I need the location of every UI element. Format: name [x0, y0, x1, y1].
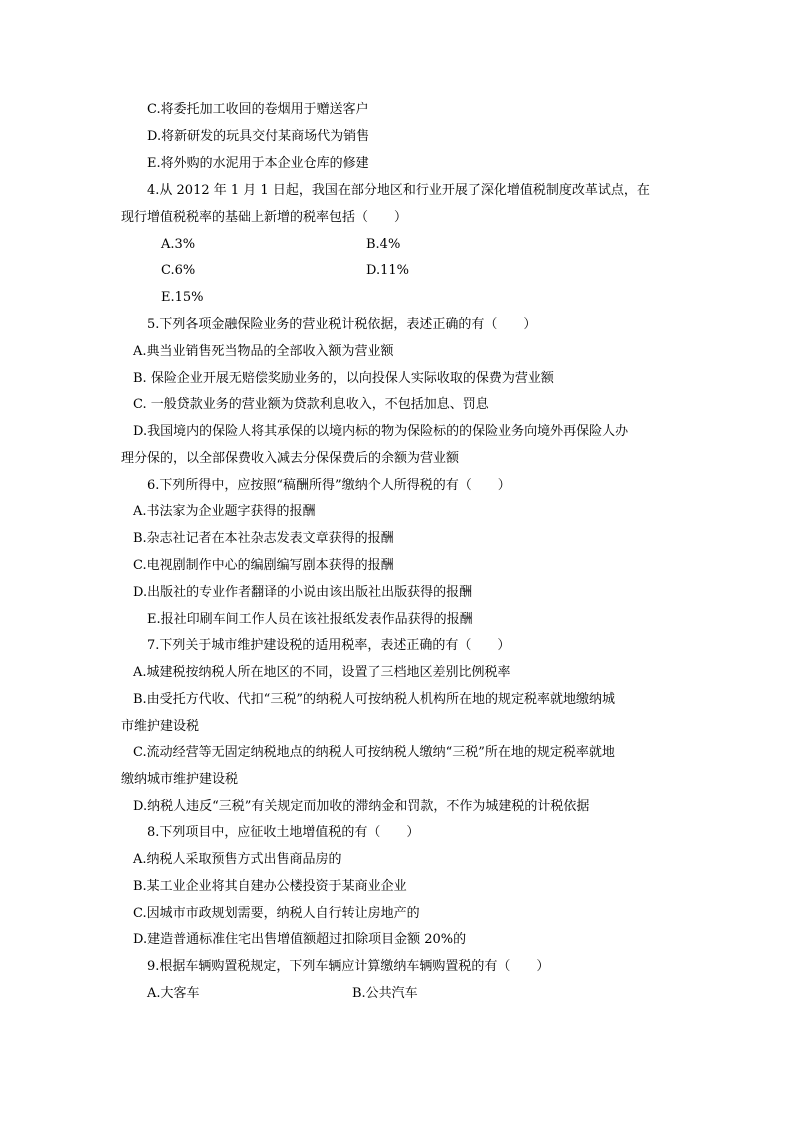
option-5c: C. 一般贷款业务的营业额为贷款利息收入，不包括加息、罚息: [133, 397, 489, 412]
option-7b-cont: 市维护建设税: [121, 719, 200, 734]
option-8a: A.纳税人采取预售方式出售商品房的: [133, 852, 342, 867]
option-9b: B.公共汽车: [352, 986, 418, 1001]
question-8: 8.下列项目中，应征收土地增值税的有（ ）: [147, 825, 420, 840]
option-5a: A.典当业销售死当物品的全部收入额为营业额: [133, 344, 394, 359]
question-6: 6.下列所得中，应按照“稿酬所得”缴纳个人所得税的有（ ）: [147, 478, 511, 493]
option-6a: A.书法家为企业题字获得的报酬: [133, 504, 316, 519]
option-8c: C.因城市市政规划需要，纳税人自行转让房地产的: [133, 906, 420, 921]
question-4: 4.从 2012 年 1 月 1 日起，我国在部分地区和行业开展了深化增值税制度改革试点，在: [147, 183, 650, 198]
option-8b: B.某工业企业将其自建办公楼投资于某商业企业: [133, 879, 407, 894]
option-3e: E.将外购的水泥用于本企业仓库的修建: [147, 156, 369, 171]
option-4e: E.15%: [161, 290, 204, 305]
question-5: 5.下列各项金融保险业务的营业税计税依据，表述正确的有（ ）: [147, 317, 537, 332]
option-7d: D.纳税人违反“三税”有关规定而加收的滞纳金和罚款，不作为城建税的计税依据: [133, 799, 590, 814]
option-6c: C.电视剧制作中心的编剧编写剧本获得的报酬: [133, 558, 394, 573]
option-3d: D.将新研发的玩具交付某商场代为销售: [147, 129, 370, 144]
option-7a: A.城建税按纳税人所在地区的不同，设置了三档地区差别比例税率: [133, 665, 511, 680]
option-4d: D.11%: [366, 263, 409, 278]
option-7c-cont: 缴纳城市维护建设税: [121, 772, 239, 787]
option-4a: A.3%: [161, 237, 196, 252]
option-9a: A.大客车: [147, 986, 200, 1001]
option-5d-cont: 理分保的，以全部保费收入减去分保保费后的余额为营业额: [121, 451, 460, 466]
option-4c: C.6%: [161, 263, 196, 278]
option-3c: C.将委托加工收回的卷烟用于赠送客户: [147, 102, 369, 117]
option-4b: B.4%: [366, 237, 401, 252]
option-5b: B. 保险企业开展无赔偿奖励业务的，以向投保人实际收取的保费为营业额: [133, 371, 554, 386]
option-8d: D.建造普通标准住宅出售增值额超过扣除项目金额 20%的: [133, 932, 467, 947]
question-4-cont: 现行增值税税率的基础上新增的税率包括（ ）: [121, 210, 408, 225]
option-6d: D.出版社的专业作者翻译的小说由该出版社出版获得的报酬: [133, 585, 473, 600]
option-7b: B.由受托方代收、代扣“三税”的纳税人可按纳税人机构所在地的规定税率就地缴纳城: [133, 692, 615, 707]
option-7c: C.流动经营等无固定纳税地点的纳税人可按纳税人缴纳“三税”所在地的规定税率就地: [133, 745, 615, 760]
option-5d: D.我国境内的保险人将其承保的以境内标的物为保险标的的保险业务向境外再保险人办: [133, 424, 629, 439]
question-9: 9.根据车辆购置税规定，下列车辆应计算缴纳车辆购置税的有（ ）: [147, 959, 550, 974]
option-6e: E.报社印刷车间工作人员在该社报纸发表作品获得的报酬: [147, 612, 473, 627]
option-6b: B.杂志社记者在本社杂志发表文章获得的报酬: [133, 531, 394, 546]
question-7: 7.下列关于城市维护建设税的适用税率，表述正确的有（ ）: [147, 638, 511, 653]
